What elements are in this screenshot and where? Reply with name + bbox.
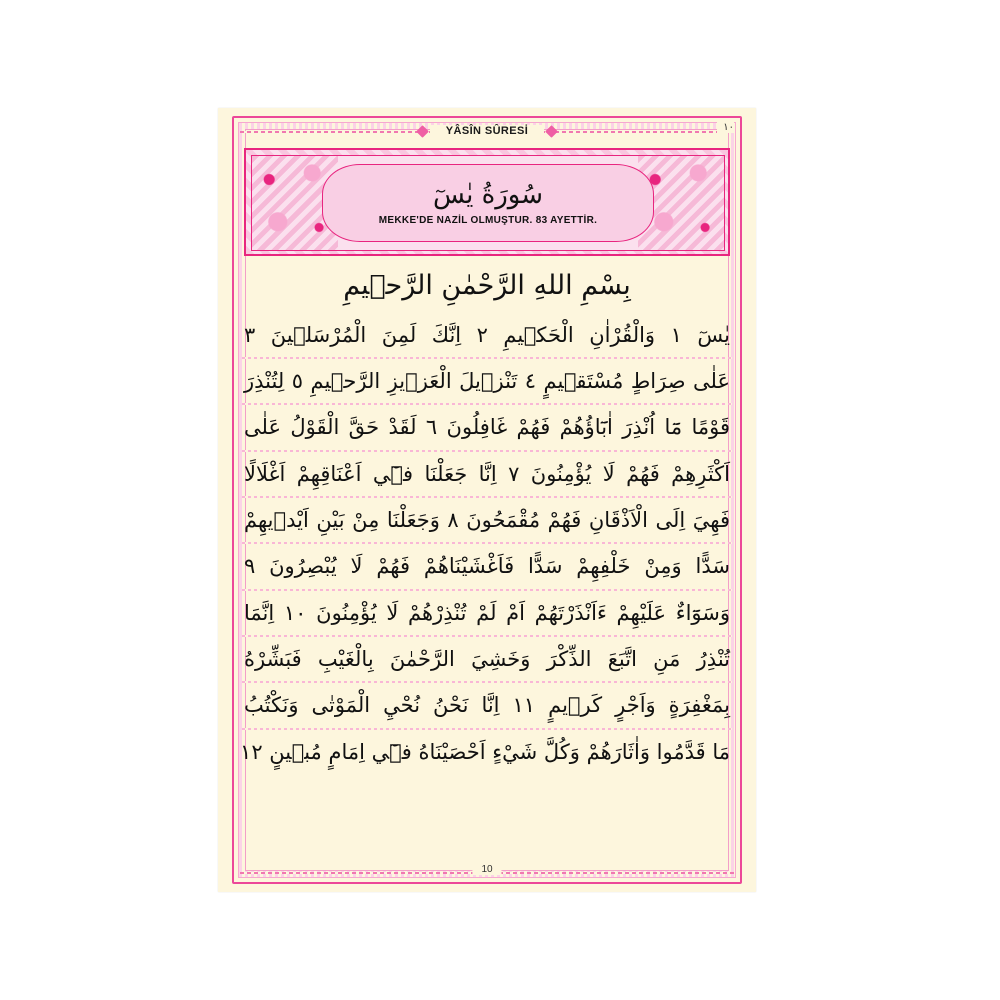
ayah-line: قَوْمًا مَٓا اُنْذِرَ اٰبَٓاؤُهُمْ فَهُمْ غَافِلُونَ ٦ لَقَدْ حَقَّ الْقَوْلُ عَلٰى [242, 405, 732, 451]
ayah-line: عَلٰى صِرَاطٍ مُسْتَقٖيمٍ ٤ تَنْزٖيلَ الْعَزٖيزِ الرَّحٖيمِ ٥ لِتُنْذِرَ [242, 359, 732, 405]
ayah-line: يٰسٓ ١ وَالْقُرْاٰنِ الْحَكٖيمِ ٢ اِنَّكَ لَمِنَ الْمُرْسَلٖينَ ٣ [242, 313, 732, 359]
ayah-line: وَسَوَٓاءٌ عَلَيْهِمْ ءَاَنْذَرْتَهُمْ اَمْ لَمْ تُنْذِرْهُمْ لَا يُؤْمِنُونَ ١٠ اِنَّمَا [242, 591, 732, 637]
running-surah-title: YÂSÎN SÛRESİ [430, 125, 544, 137]
cartouche-inner [251, 155, 725, 251]
ayah-line: اَكْثَرِهِمْ فَهُمْ لَا يُؤْمِنُونَ ٧ اِنَّا جَعَلْنَا فٖٓي اَعْنَاقِهِمْ اَغْلَالًا [242, 452, 732, 498]
ayah-line: بِمَغْفِرَةٍ وَاَجْرٍ كَرٖيمٍ ١١ اِنَّا نَحْنُ نُحْيِ الْمَوْتٰى وَنَكْتُبُ [242, 683, 732, 729]
basmala-line: بِسْمِ اللهِ الرَّحْمٰنِ الرَّحٖيمِ [343, 270, 631, 301]
quran-page-sheet [218, 108, 756, 892]
surah-title-plate [322, 164, 654, 242]
footer-page-number: 10 [472, 864, 501, 875]
ayah-line: سَدًّا وَمِنْ خَلْفِهِمْ سَدًّا فَاَغْشَيْنَاهُمْ فَهُمْ لَا يُبْصِرُونَ ٩ [242, 544, 732, 590]
diamond-icon-left [416, 125, 429, 138]
diamond-icon-right [545, 125, 558, 138]
surah-name-arabic: سُورَةُ يٰسٓ [432, 179, 544, 210]
header-page-number-arabic: ١٠ [717, 122, 734, 133]
ayah-line: تُنْذِرُ مَنِ اتَّبَعَ الذِّكْرَ وَخَشِيَ الرَّحْمٰنَ بِالْغَيْبِ فَبَشِّرْهُ [242, 637, 732, 683]
surah-title-cartouche [244, 148, 730, 256]
ayah-line: فَهِيَ اِلَى الْاَذْقَانِ فَهُمْ مُقْمَحُونَ ٨ وَجَعَلْنَا مِنْ بَيْنِ اَيْدٖيهِمْ [242, 498, 732, 544]
page-footer [240, 864, 734, 882]
ayah-line: مَا قَدَّمُوا وَاٰثَارَهُمْ وَكُلَّ شَيْءٍ اَحْصَيْنَاهُ فٖٓي اِمَامٍ مُبٖينٍ ١٢ [240, 739, 730, 764]
page-header [240, 120, 734, 142]
surah-revelation-info: MEKKE'DE NAZİL OLMUŞTUR. 83 AYETTİR. [378, 215, 598, 227]
quran-text-body [242, 264, 732, 852]
